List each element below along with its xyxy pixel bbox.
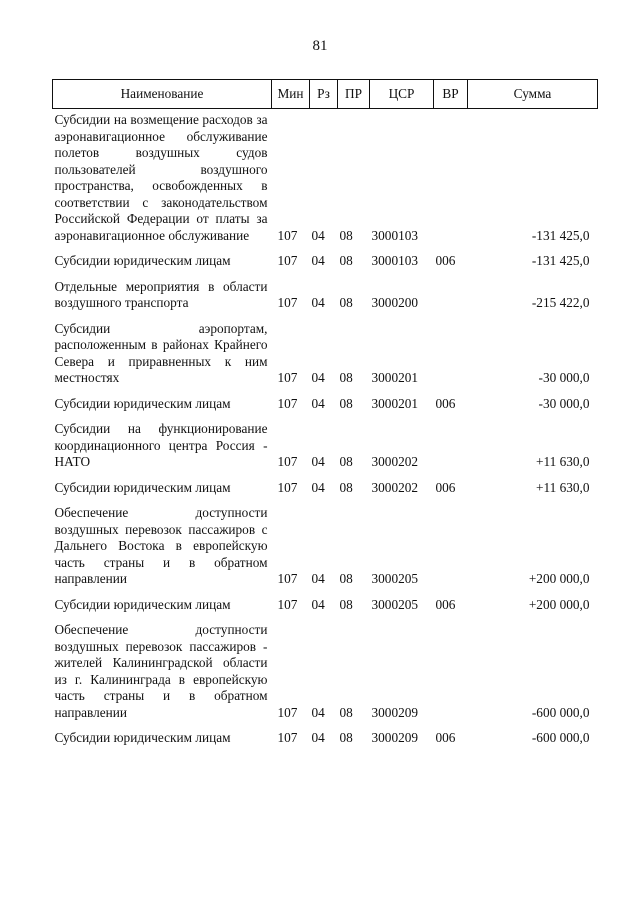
row-rz: 04 (311, 704, 325, 720)
row-vr: 006 (435, 395, 456, 411)
table-row (53, 412, 598, 471)
row-csr: 3000201 (371, 370, 419, 385)
row-name: Субсидии юридическим лицам (54, 253, 231, 268)
row-vr (434, 270, 468, 312)
row-min: 107 (277, 253, 298, 268)
row-pr: 08 (339, 295, 353, 310)
budget-table (52, 79, 598, 747)
row-rz: 04 (311, 295, 325, 310)
table-row (53, 588, 598, 614)
row-csr: 3000202 (371, 479, 419, 495)
row-rz: 04 (311, 479, 325, 495)
table-row (53, 471, 598, 497)
row-csr: 3000205 (371, 596, 419, 612)
table-row (53, 312, 598, 387)
row-min: 107 (277, 571, 298, 586)
table-row (53, 109, 598, 245)
row-rz: 04 (311, 730, 325, 745)
row-pr: 08 (339, 571, 353, 586)
table-header (53, 80, 598, 109)
row-vr: 006 (435, 253, 456, 268)
row-min: 107 (277, 596, 298, 612)
header-csr: ЦСР (370, 80, 434, 109)
row-name: Субсидии юридическим лицам (54, 730, 231, 745)
page-number: 81 (312, 38, 328, 54)
row-name: Субсидии юридическим лицам (54, 596, 231, 612)
row-vr: 006 (435, 479, 456, 495)
row-pr: 08 (339, 253, 353, 268)
row-pr: 08 (339, 596, 353, 612)
row-vr: 006 (435, 596, 456, 612)
row-min: 107 (277, 730, 298, 745)
table-row (53, 244, 598, 270)
row-sum: +11 630,0 (535, 454, 590, 469)
row-sum: -131 425,0 (531, 227, 590, 243)
row-sum: -600 000,0 (531, 730, 590, 745)
row-vr (434, 312, 468, 387)
row-pr: 08 (339, 704, 353, 720)
header-vr: ВР (434, 80, 468, 109)
row-pr: 08 (339, 370, 353, 385)
row-min: 107 (277, 704, 298, 720)
row-sum: +200 000,0 (528, 596, 590, 612)
row-name: Субсидии юридическим лицам (54, 479, 231, 495)
header-name: Наименование (53, 80, 272, 109)
row-name: Обеспечение доступности воздушных перевозок пассажиров с Дальнего Востока в европейскую часть страны и в обратном направлении (54, 505, 268, 586)
row-min: 107 (277, 227, 298, 243)
row-sum: +200 000,0 (528, 571, 590, 586)
table-row (53, 270, 598, 312)
row-pr: 08 (339, 227, 353, 243)
table-row (53, 387, 598, 413)
header-pr: ПР (338, 80, 370, 109)
row-pr: 08 (339, 730, 353, 745)
header-min: Мин (272, 80, 310, 109)
row-min: 107 (277, 370, 298, 385)
row-min: 107 (277, 454, 298, 469)
table-row (53, 613, 598, 721)
row-min: 107 (277, 295, 298, 310)
table-row (53, 496, 598, 588)
row-sum: -600 000,0 (531, 704, 590, 720)
row-rz: 04 (311, 571, 325, 586)
row-pr: 08 (339, 479, 353, 495)
row-csr: 3000200 (371, 295, 419, 310)
row-rz: 04 (311, 454, 325, 469)
row-min: 107 (277, 479, 298, 495)
header-rz: Рз (310, 80, 338, 109)
table-row (53, 721, 598, 747)
row-pr: 08 (339, 454, 353, 469)
row-sum: -215 422,0 (531, 295, 590, 310)
row-name: Субсидии юридическим лицам (54, 395, 231, 411)
row-csr: 3000103 (371, 253, 419, 268)
row-rz: 04 (311, 227, 325, 243)
row-csr: 3000209 (371, 730, 419, 745)
row-sum: +11 630,0 (535, 479, 590, 495)
row-sum: -131 425,0 (531, 253, 590, 268)
row-name: Субсидии на функционирование координационного центра Россия - НАТО (54, 421, 268, 469)
row-name: Субсидии на возмещение расходов за аэронавигационное обслуживание полетов воздушных судов пользователей воздушного пространства, освобожденных в соответствии с законодательством Российской Федерации от платы за аэронавигационное обслуживание (54, 112, 268, 243)
row-csr: 3000202 (371, 454, 419, 469)
row-csr: 3000201 (371, 395, 419, 411)
row-rz: 04 (311, 596, 325, 612)
row-vr (434, 613, 468, 721)
row-name: Отдельные мероприятия в области воздушного транспорта (54, 278, 268, 310)
row-sum: -30 000,0 (538, 370, 590, 385)
row-vr (434, 109, 468, 245)
header-sum: Сумма (468, 80, 598, 109)
row-vr (434, 496, 468, 588)
row-name: Обеспечение доступности воздушных перевозок пассажиров - жителей Калининградской области из г. Калининграда в европейскую часть страны и в обратном направлении (54, 622, 268, 720)
row-pr: 08 (339, 395, 353, 411)
row-rz: 04 (311, 395, 325, 411)
row-csr: 3000209 (371, 704, 419, 720)
row-rz: 04 (311, 253, 325, 268)
row-min: 107 (277, 395, 298, 411)
row-vr (434, 412, 468, 471)
row-vr: 006 (435, 730, 456, 745)
row-csr: 3000205 (371, 571, 419, 586)
row-sum: -30 000,0 (538, 395, 590, 411)
row-name: Субсидии аэропортам, расположенным в районах Крайнего Севера и приравненных к ним местностях (54, 320, 268, 385)
row-rz: 04 (311, 370, 325, 385)
row-csr: 3000103 (371, 227, 419, 243)
